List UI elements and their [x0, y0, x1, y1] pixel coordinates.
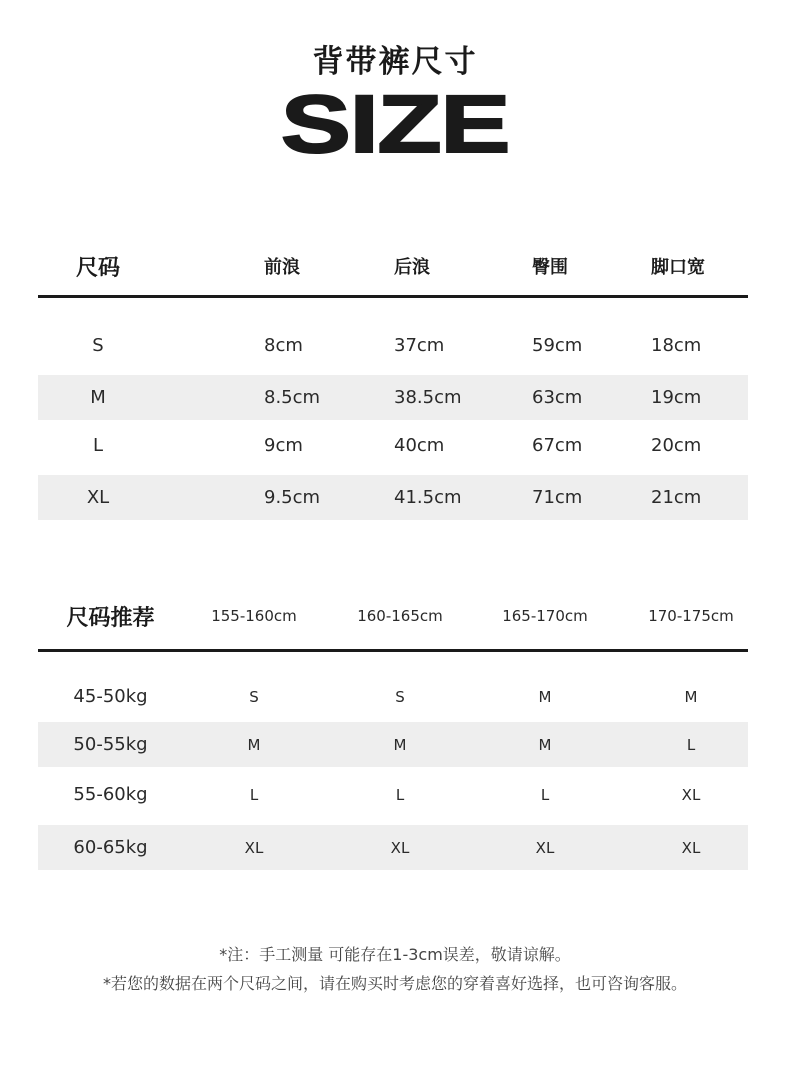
- size-header-size: 尺码: [75, 255, 120, 281]
- weight-range: 60-65kg: [73, 837, 148, 858]
- front-rise-value: 8.5cm: [264, 387, 321, 408]
- recommend-header-divider: [38, 649, 748, 652]
- size-header-back-rise: 后浪: [394, 257, 430, 278]
- recommended-size: M: [538, 687, 552, 706]
- hip-value: 63cm: [532, 387, 583, 408]
- weight-range: 55-60kg: [73, 784, 148, 805]
- leg-opening-value: 19cm: [651, 387, 702, 408]
- note-size-advice: *若您的数据在两个尺码之间，请在购买时考虑您的穿着喜好选择，也可咨询客服。: [102, 974, 687, 993]
- leg-opening-value: 20cm: [651, 435, 702, 456]
- hip-value: 59cm: [532, 335, 583, 356]
- recommended-size: M: [538, 735, 552, 754]
- recommended-size: XL: [681, 838, 701, 857]
- table-row: [38, 375, 748, 420]
- recommended-size: XL: [244, 838, 264, 857]
- leg-opening-value: 18cm: [651, 335, 702, 356]
- recommend-header-height-3: 165-170cm: [502, 607, 588, 625]
- size-header-divider: [38, 295, 748, 298]
- table-row: [38, 423, 748, 468]
- front-rise-value: 9cm: [264, 435, 303, 456]
- weight-range: 50-55kg: [73, 734, 148, 755]
- back-rise-value: 37cm: [394, 335, 445, 356]
- size-label: L: [92, 435, 104, 456]
- back-rise-value: 38.5cm: [394, 387, 462, 408]
- footnotes: [0, 940, 790, 998]
- hip-value: 67cm: [532, 435, 583, 456]
- size-recommend-table: [38, 590, 748, 880]
- table-row: [38, 772, 748, 817]
- recommend-header-height-2: 160-165cm: [357, 607, 443, 625]
- recommend-header-height-4: 170-175cm: [648, 607, 734, 625]
- recommend-header-title: 尺码推荐: [66, 605, 155, 631]
- recommend-header-height-1: 155-160cm: [211, 607, 297, 625]
- size-header-leg-opening: 脚口宽: [651, 257, 705, 278]
- size-header-front-rise: 前浪: [264, 257, 300, 278]
- recommended-size: S: [249, 687, 259, 706]
- table-row: [38, 825, 748, 870]
- table-row: [38, 674, 748, 719]
- size-label: S: [92, 335, 104, 356]
- hip-value: 71cm: [532, 487, 583, 508]
- recommended-size: S: [395, 687, 405, 706]
- weight-range: 45-50kg: [73, 686, 148, 707]
- front-rise-value: 9.5cm: [264, 487, 321, 508]
- recommended-size: M: [393, 735, 407, 754]
- note-measurement-error: *注：手工测量 可能存在1-3cm误差，敬请谅解。: [219, 945, 571, 964]
- size-label: M: [90, 387, 106, 408]
- recommended-size: XL: [681, 785, 701, 804]
- back-rise-value: 41.5cm: [394, 487, 462, 508]
- front-rise-value: 8cm: [264, 335, 303, 356]
- table-row: [38, 475, 748, 520]
- recommended-size: XL: [535, 838, 555, 857]
- recommended-size: L: [686, 735, 696, 754]
- page-title-chinese: 背带裤尺寸: [312, 44, 478, 80]
- size-table: [38, 240, 748, 530]
- recommended-size: XL: [390, 838, 410, 857]
- page-title-size: SIZE: [280, 79, 510, 170]
- back-rise-value: 40cm: [394, 435, 445, 456]
- table-row: [38, 722, 748, 767]
- leg-opening-value: 21cm: [651, 487, 702, 508]
- table-row: [38, 323, 748, 368]
- recommended-size: L: [540, 785, 550, 804]
- size-header-hip: 臀围: [532, 257, 568, 278]
- size-label: XL: [86, 487, 110, 508]
- recommended-size: L: [249, 785, 259, 804]
- recommended-size: M: [684, 687, 698, 706]
- recommended-size: M: [247, 735, 261, 754]
- recommended-size: L: [395, 785, 405, 804]
